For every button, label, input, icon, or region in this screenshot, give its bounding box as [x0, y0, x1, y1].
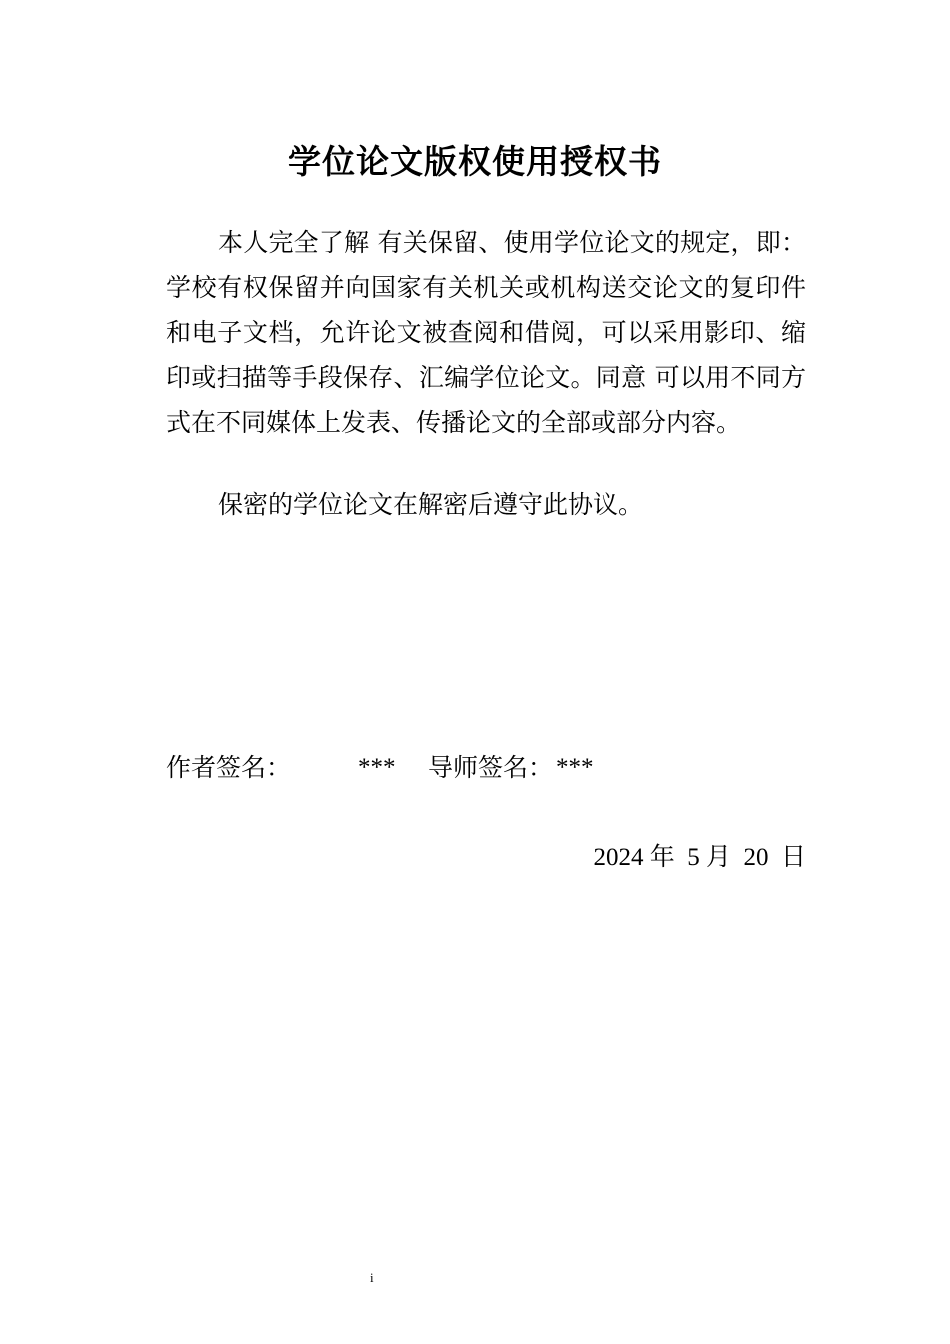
confidentiality-paragraph: 保密的学位论文在解密后遵守此协议。	[218, 490, 644, 519]
page-number: i	[370, 1270, 374, 1285]
document-title: 学位论文版权使用授权书	[288, 142, 662, 181]
authorization-paragraph: 本人完全了解 有关保留、使用学位论文的规定，即：学校有权保留并向国家有关机关或机构送交论文的复印件和电子文档，允许论文被查阅和借阅，可以采用影印、缩印或扫描等手段保存、汇编学位论文。同意 可以用不同方式在不同媒体上发表、传播论文的全部或部分内容。	[166, 228, 806, 437]
advisor-signature-label: 导师签名：	[428, 753, 554, 782]
author-signature-value: ***	[358, 754, 396, 781]
signature-date: 2024 年 5 月 20 日	[593, 844, 806, 871]
author-signature-label: 作者签名：	[166, 753, 292, 782]
advisor-signature-value: ***	[556, 754, 594, 781]
signature-line	[166, 748, 806, 788]
